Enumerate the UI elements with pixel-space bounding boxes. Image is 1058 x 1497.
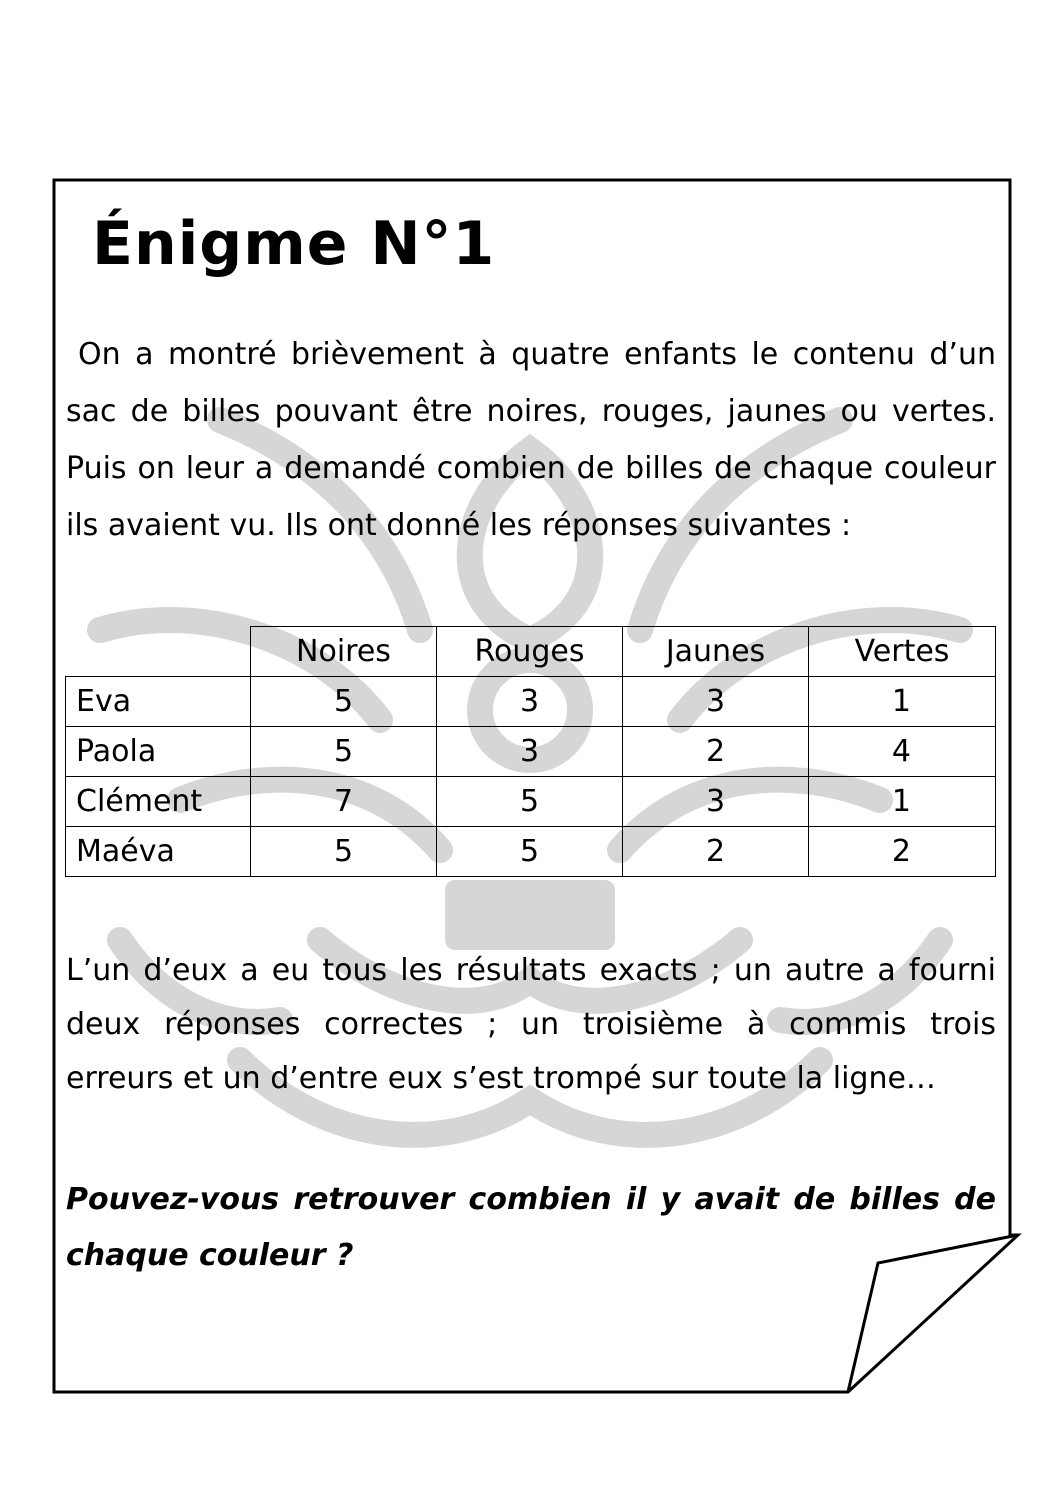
answers-table <box>65 626 996 877</box>
table-cell: 7 <box>251 777 437 827</box>
table-cell: 2 <box>809 827 996 877</box>
row-name: Maéva <box>66 827 251 877</box>
question-paragraph: Pouvez-vous retrouver combien il y avait de billes de chaque couleur ? <box>66 1182 996 1273</box>
table-cell: 1 <box>809 777 996 827</box>
clue-paragraph: L’un d’eux a eu tous les résultats exacts ; un autre a fourni deux réponses correctes ; un troisième à commis trois erreurs et un d’entre eux s’est trompé sur toute la ligne… <box>66 953 996 1096</box>
table-corner-cell <box>66 627 251 677</box>
table-row <box>66 827 996 877</box>
column-header: Vertes <box>809 627 996 677</box>
table-cell: 5 <box>437 827 623 877</box>
column-header: Jaunes <box>623 627 809 677</box>
table-cell: 3 <box>623 677 809 727</box>
table-cell: 3 <box>623 777 809 827</box>
table-cell: 5 <box>251 827 437 877</box>
table-cell: 4 <box>809 727 996 777</box>
table-row <box>66 727 996 777</box>
intro-paragraph: On a montré brièvement à quatre enfants le contenu d’un sac de billes pouvant être noires, rouges, jaunes ou vertes. Puis on leur a demandé combien de billes de chaque couleur ils avaient vu. Ils ont donné les réponses suivantes : <box>66 337 996 543</box>
column-header: Rouges <box>437 627 623 677</box>
table-row <box>66 777 996 827</box>
page-title: Énigme N°1 <box>92 209 496 279</box>
table-cell: 5 <box>251 727 437 777</box>
table-cell: 3 <box>437 677 623 727</box>
table-cell: 2 <box>623 827 809 877</box>
row-name: Clément <box>66 777 251 827</box>
table-cell: 5 <box>437 777 623 827</box>
table-cell: 2 <box>623 727 809 777</box>
table-row <box>66 677 996 727</box>
column-header: Noires <box>251 627 437 677</box>
row-name: Eva <box>66 677 251 727</box>
row-name: Paola <box>66 727 251 777</box>
table-cell: 5 <box>251 677 437 727</box>
table-header-row <box>66 627 996 677</box>
table-cell: 3 <box>437 727 623 777</box>
table-cell: 1 <box>809 677 996 727</box>
